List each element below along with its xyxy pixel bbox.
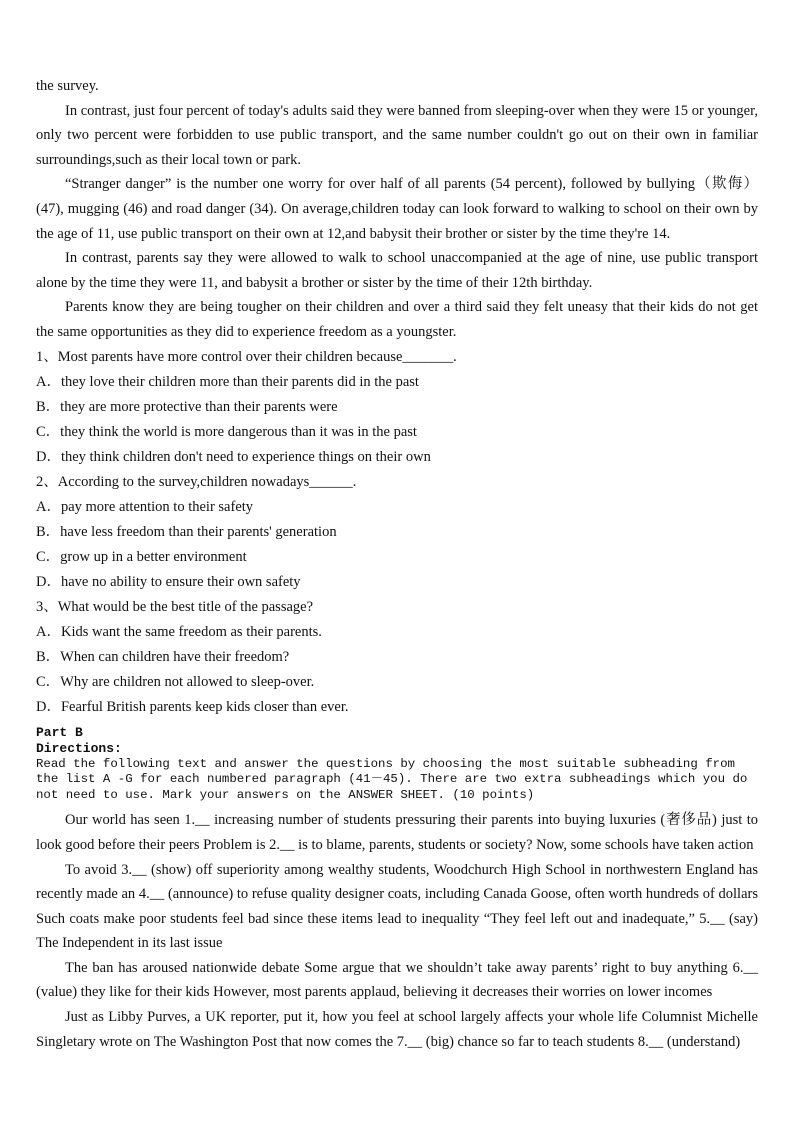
question-block-1 — [36, 345, 758, 470]
part-b-paragraph: To avoid 3.__ (show) off superiority among wealthy students, Woodchurch High School in northwestern England has recently made an 4.__ (announce) to refuse quality designer coats, including Canada Goose, often worth hundreds of dollars Such coats make poor students feel bad since these items lead to inequality “They feel left out and inadequate,” 5.__ (say) The Independent in its last issue — [36, 861, 758, 952]
part-b-title: Part B — [36, 724, 83, 740]
question-option: A．pay more attention to their safety — [36, 498, 254, 515]
question-option: B．have less freedom than their parents' generation — [36, 523, 337, 540]
question-option: C．Why are children not allowed to sleep-over. — [36, 673, 315, 690]
question-option: B．they are more protective than their parents were — [36, 398, 338, 415]
question-option: C．they think the world is more dangerous than it was in the past — [36, 423, 417, 440]
question-option: D．they think children don't need to experience things on their own — [36, 448, 431, 465]
question-option: C．grow up in a better environment — [36, 548, 247, 565]
passage-paragraph: Parents know they are being tougher on their children and over a third said they felt uneasy that their kids do not get the same opportunities as they did to experience freedom as a youngster. — [36, 299, 758, 340]
part-b-paragraph: Our world has seen 1.__ increasing number of students pressuring their parents into buying luxuries (奢侈品) just to look good before their peers Problem is 2.__ is to blame, parents, students or society? Now, some schools have taken action — [36, 812, 758, 853]
question-block-2 — [36, 470, 758, 595]
passage-paragraph: “Stranger danger” is the number one worry for over half of all parents (54 percent), followed by bullying（欺侮）(47), mugging (46) and road danger (34). On average,children today can look forward to walking to school on their own by the age of 11, use public transport on their own at 12,and babysit their brother or sister by the time they're 14. — [36, 176, 758, 242]
question-option: D．have no ability to ensure their own safety — [36, 573, 301, 590]
question-option: A．they love their children more than their parents did in the past — [36, 373, 419, 390]
passage-fragment: the survey. — [36, 78, 99, 94]
part-b-section — [36, 725, 758, 1055]
question-stem: 1、Most parents have more control over their children because_______. — [36, 348, 457, 365]
question-option: A．Kids want the same freedom as their parents. — [36, 623, 322, 640]
part-b-paragraph: The ban has aroused nationwide debate Some argue that we shouldn’t take away parents’ right to buy anything 6.__ (value) they like for their kids However, most parents applaud, believing it decreases their worries on lower incomes — [36, 959, 758, 1001]
part-b-paragraph: Just as Libby Purves, a UK reporter, put it, how you feel at school largely affects your whole life Columnist Michelle Singletary wrote on The Washington Post that now comes the 7.__ (big) chance so far to teach students 8.__ (understand) — [36, 1009, 758, 1050]
question-stem: 3、What would be the best title of the passage? — [36, 598, 314, 615]
question-option: D．Fearful British parents keep kids closer than ever. — [36, 698, 349, 715]
directions-text: Read the following text and answer the questions by choosing the most suitable subheading from the list A -G for each numbered paragraph (41－45). There are two extra subheadings which you do not need to use. Mark your answers on the ANSWER SHEET. (10 points) — [36, 756, 748, 802]
question-stem: 2、According to the survey,children nowadays______. — [36, 473, 357, 490]
question-block-3 — [36, 595, 758, 720]
directions-label: Directions: — [36, 740, 122, 756]
passage-paragraph: In contrast, parents say they were allowed to walk to school unaccompanied at the age of nine, use public transport alone by the time they were 11, and babysit a brother or sister by the time of their 12th birthday. — [36, 250, 758, 291]
question-option: B．When can children have their freedom? — [36, 648, 290, 665]
passage-paragraph: In contrast, just four percent of today's adults said they were banned from sleeping-over when they were 15 or younger, only two percent were forbidden to use public transport, and the same number couldn't go out on their own in familiar surroundings,such as their local town or park. — [36, 102, 758, 168]
